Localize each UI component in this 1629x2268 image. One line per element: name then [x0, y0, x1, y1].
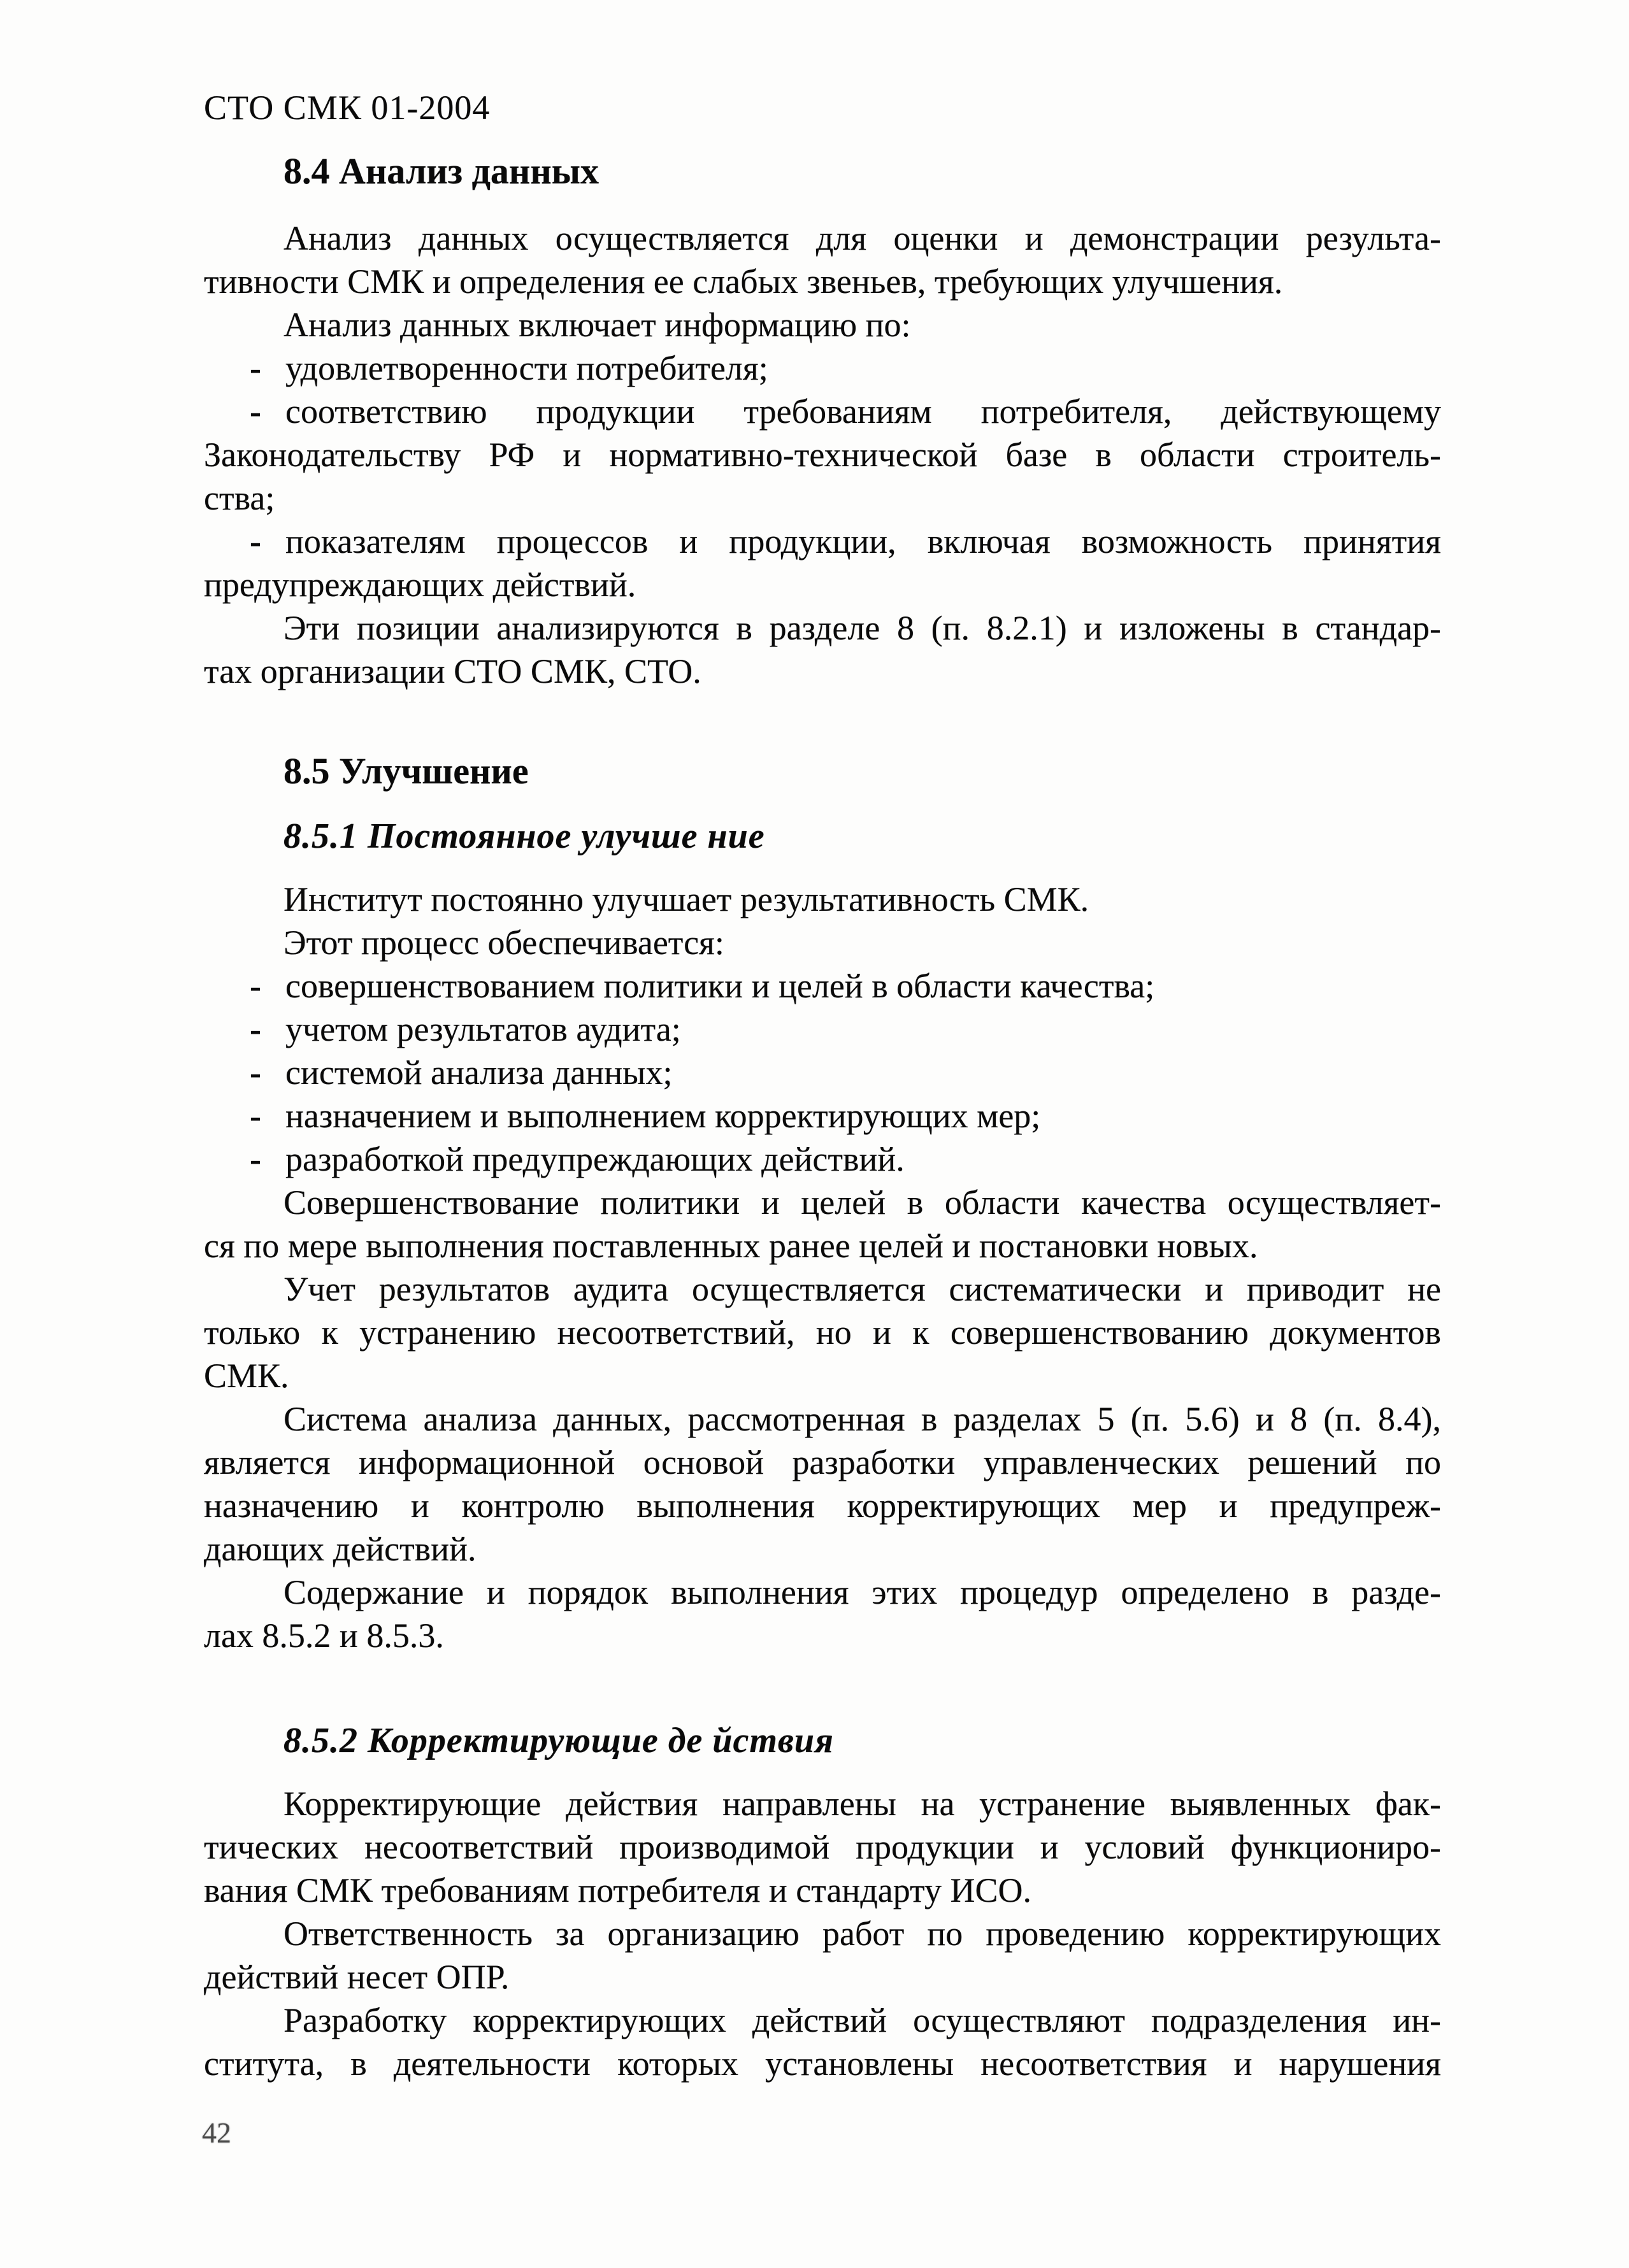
text-line: дающих действий.	[204, 1530, 477, 1568]
bullet-text: совершенствованием политики и целей в области качества;	[285, 967, 1155, 1005]
text-line: тах организации СТО СМК, СТО.	[204, 652, 701, 690]
text-line: Разработку корректирующих действий осуществляют подразделения ин-	[283, 2001, 1441, 2039]
bullet-text: учетом результатов аудита;	[285, 1010, 681, 1048]
text-line: Учет результатов аудита осуществляется систематически и приводит не	[283, 1270, 1441, 1308]
section-heading: 8.4 Анализ данных	[283, 150, 599, 192]
bullet-line	[204, 520, 1441, 563]
paragraph-group	[204, 217, 1441, 693]
section-heading: 8.5.1 Постоянное улучше ние	[283, 817, 765, 856]
text-line: Этот процесс обеспечивается:	[283, 924, 724, 962]
text-line: Содержание и порядок выполнения этих процедур определено в разде-	[283, 1573, 1441, 1611]
text-line: Анализ данных включает информацию по:	[283, 306, 911, 344]
text-line: предупреждающих действий.	[204, 566, 636, 604]
text-line: лах 8.5.2 и 8.5.3.	[204, 1616, 444, 1655]
text-line: СМК.	[204, 1357, 289, 1395]
text-line: ститута, в деятельности которых установлены несоответствия и нарушения	[204, 2044, 1441, 2083]
text-line: только к устранению несоответствий, но и к совершенствованию документов	[204, 1313, 1441, 1352]
text-line: Корректирующие действия направлены на устранение выявленных фак-	[283, 1785, 1441, 1823]
text-line: действий несет ОПР.	[204, 1958, 510, 1996]
bullet-line	[204, 390, 1441, 433]
text-line: тических несоответствий производимой продукции и условий функциониро-	[204, 1828, 1441, 1866]
bullet-dash: -	[250, 392, 261, 431]
bullet-line	[204, 1008, 1441, 1051]
bullet-dash: -	[250, 1053, 261, 1092]
text-line: Законодательству РФ и нормативно-технической базе в области строитель-	[204, 436, 1441, 474]
bullet-line	[204, 1094, 1441, 1138]
bullet-text: удовлетворенности потребителя;	[285, 349, 768, 387]
text-line: ся по мере выполнения поставленных ранее целей и постановки новых.	[204, 1227, 1258, 1265]
bullet-line	[204, 964, 1441, 1008]
bullet-text: разработкой предупреждающих действий.	[285, 1140, 905, 1178]
paragraph-group	[204, 878, 1441, 1657]
bullet-dash: -	[250, 1010, 261, 1048]
text-line: назначению и контролю выполнения корректирующих мер и предупреж-	[204, 1487, 1441, 1525]
bullet-text: соответствию продукции требованиям потребителя, действующему	[285, 392, 1441, 431]
text-line: Эти позиции анализируются в разделе 8 (п. 8.2.1) и изложены в стандар-	[283, 609, 1441, 647]
paragraph-group	[204, 1782, 1441, 2085]
document-header: СТО СМК 01-2004	[204, 89, 491, 127]
bullet-line	[204, 346, 1441, 390]
text-line: Ответственность за организацию работ по проведению корректирующих	[283, 1915, 1441, 1953]
document-content	[204, 86, 1441, 2085]
bullet-text: системой анализа данных;	[285, 1053, 673, 1092]
bullet-dash: -	[250, 1140, 261, 1178]
bullet-dash: -	[250, 349, 261, 387]
section-heading: 8.5.2 Корректирующие де йствия	[283, 1721, 834, 1760]
text-line: Система анализа данных, рассмотренная в разделах 5 (п. 5.6) и 8 (п. 8.4),	[283, 1400, 1441, 1438]
text-line: Анализ данных осуществляется для оценки и демонстрации результа-	[283, 219, 1441, 257]
bullet-dash: -	[250, 522, 261, 560]
bullet-text: показателям процессов и продукции, включая возможность принятия	[285, 522, 1441, 560]
text-line: ства;	[204, 479, 275, 517]
bullet-dash: -	[250, 1097, 261, 1135]
document-blocks	[204, 150, 1441, 2085]
text-line: Совершенствование политики и целей в области качества осуществляет-	[283, 1183, 1441, 1222]
text-line: тивности СМК и определения ее слабых звеньев, требующих улучшения.	[204, 262, 1283, 301]
section-heading: 8.5 Улучшение	[283, 750, 529, 792]
bullet-line	[204, 1051, 1441, 1094]
page-number: 42	[202, 2116, 231, 2149]
text-line: вания СМК требованиям потребителя и стандарту ИСО.	[204, 1871, 1031, 1909]
text-line: Институт постоянно улучшает результативность СМК.	[283, 880, 1089, 918]
bullet-line	[204, 1138, 1441, 1181]
text-line: является информационной основой разработки управленческих решений по	[204, 1443, 1441, 1481]
bullet-text: назначением и выполнением корректирующих мер;	[285, 1097, 1041, 1135]
bullet-dash: -	[250, 967, 261, 1005]
